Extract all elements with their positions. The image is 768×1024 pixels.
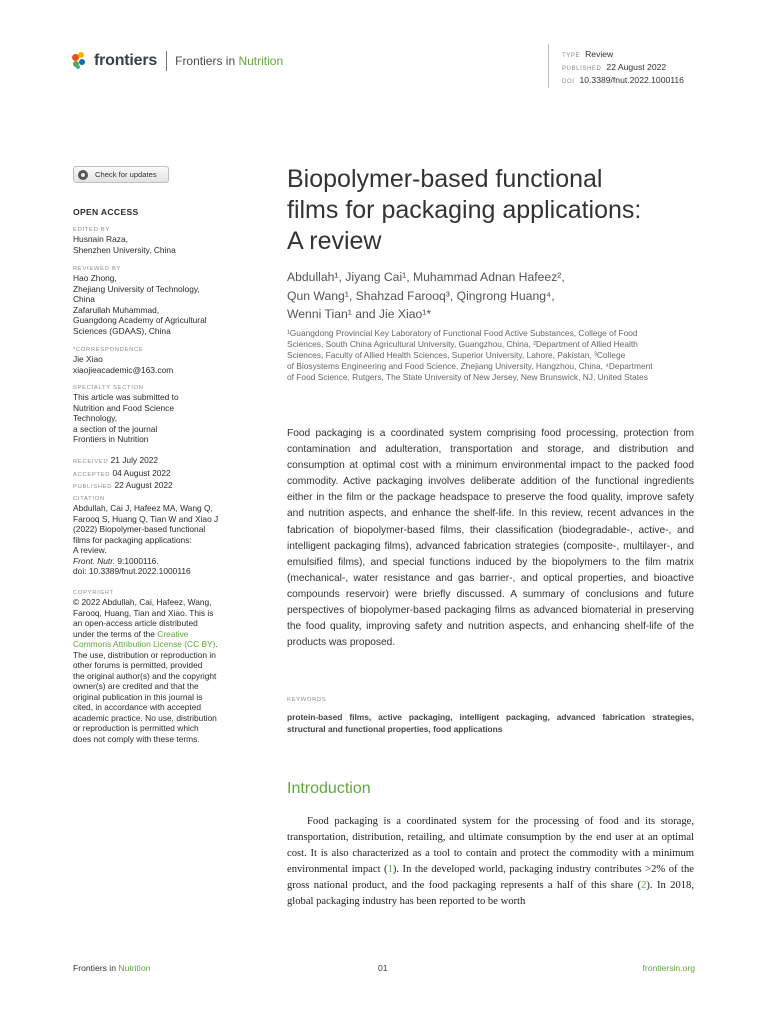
article-type: Review bbox=[585, 49, 614, 59]
brand-name: frontiers bbox=[94, 52, 158, 69]
journal-title: Frontiers in Nutrition bbox=[175, 54, 284, 68]
article-meta: TYPE Review PUBLISHED 22 August 2022 DOI 10.3389/fnut.2022.1000116 bbox=[562, 49, 684, 85]
specialty-section: SPECIALTY SECTION This article was submitted to Nutrition and Food Science Technology, a section of the journal Frontiers in Nutrition bbox=[73, 385, 179, 444]
reference-link-2[interactable]: 2 bbox=[641, 880, 647, 892]
page-number: 01 bbox=[378, 963, 388, 973]
abstract: Food packaging is a coordinated system comprising food processing, protection from contamination and adulteration, transportation and storage, and distribution and consumption at optimal cost with a minimum environmental impact to the packed food commodity. Active packaging involves deliberate addition of the functional ingredients either in the film or the package headspace to preserve the food quality, improve safety and nutrition aspects, and enhance the shelf-life. In this review, recent advances in the fabrication of biopolymer-based films, their classification (biodegradable-, active-, and intelligent packaging films), advanced fabrication strategies (composite-, multilayer-, and emulsified films), and special functions induced by the biopolymers to the film matrix (mechanical-, water resistance and gas barrier-, and optical properties, and bioactive compounds reservoir) were briefly discussed. A summary of conclusions and future perspectives of biopolymer-based packaging films as advanced biomaterial in preserving the food quality, improving safety and nutrition aspects, and enhancing shelf-life of the products was proposed. bbox=[287, 428, 694, 649]
citation-section: CITATION Abdullah, Cai J, Hafeez MA, Wang Q, Farooq S, Huang Q, Tian W and Xiao J (2022) Biopolymer-based functional films for packaging applications: A review. Front. Nutr. 9:1000116. doi: 10.3389/fnut.2022.1000116 bbox=[73, 495, 241, 577]
open-access-label: OPEN ACCESS bbox=[73, 207, 139, 217]
meta-divider bbox=[548, 44, 549, 88]
correspondence-section: *CORRESPONDENCE Jie Xiao xiaojieacademic@163.com bbox=[73, 346, 241, 375]
check-updates-button[interactable]: Check for updates bbox=[73, 166, 169, 183]
license-link[interactable]: Creative bbox=[157, 628, 189, 639]
correspondence-email[interactable]: xiaojieacademic@163.com bbox=[73, 364, 174, 375]
license-link-cont[interactable]: Commons Attribution License (CC BY) bbox=[73, 639, 216, 649]
published-date: 22 August 2022 bbox=[606, 62, 667, 72]
article-title: Biopolymer-based functional films for packaging applications: A review bbox=[287, 165, 642, 255]
journal-header bbox=[72, 50, 283, 72]
article-doi[interactable]: 10.3389/fnut.2022.1000116 bbox=[579, 75, 684, 85]
section-heading-introduction: Introduction bbox=[287, 780, 371, 797]
keywords: protein-based films, active packaging, intelligent packaging, advanced fabrication strategies, structural and functional properties, food applications bbox=[287, 712, 694, 734]
check-updates-icon bbox=[78, 170, 88, 180]
keywords-label: KEYWORDS bbox=[287, 697, 327, 703]
reviewed-by-section: REVIEWED BY Hao Zhong, Zhejiang University of Technology, China Zafarullah Muhammad, Guangdong Academy of Agricultural Sciences (GDAAS), China bbox=[73, 266, 207, 336]
frontiers-logo-icon bbox=[72, 52, 90, 70]
edited-by-section: EDITED BY Husnain Raza, Shenzhen University, China bbox=[73, 227, 176, 255]
copyright-section: COPYRIGHT © 2022 Abdullah, Cai, Hafeez, Wang, Farooq, Huang, Tian and Xiao. This is an open-access article distributed under the terms of the Creative Commons Attribution License (CC BY). The use, distribution or reproduction in other forums is permitted, provided the original author(s) and the copyright owner(s) are credited and that the original publication in this journal is cited, in accordance with accepted academic practice. No use, distribution or reproduction is permitted which does not comply with these terms. bbox=[73, 590, 218, 744]
author-list: Abdullah¹, Jiyang Cai¹, Muhammad Adnan Hafeez², Qun Wang¹, Shahzad Farooq³, Qingrong Huang⁴, Wenni Tian¹ and Jie Xiao¹* bbox=[287, 270, 565, 321]
citation-doi[interactable]: doi: 10.3389/fnut.2022.1000116 bbox=[73, 566, 191, 576]
footer-site-link[interactable]: frontiersin.org bbox=[642, 963, 695, 973]
footer-journal: Frontiers in Nutrition bbox=[73, 963, 151, 973]
dates-section: RECEIVED 21 July 2022 ACCEPTED 04 August 2022 PUBLISHED 22 August 2022 bbox=[73, 455, 173, 490]
affiliations: ¹Guangdong Provincial Key Laboratory of Functional Food Active Substances, College of Food Sciences, South China Agricultural University, Guangzhou, China, ²Department of Allied Health Sciences, Faculty of Allied Health Sciences, Superior University, Lahore, Pakistan, ³College of Biosystems Engineering and Food Science, Zhejiang University, Hangzhou, China, ⁴Department of Food Science, Rutgers, The State University of New Jersey, New Brunswick, NJ, United States bbox=[287, 328, 653, 382]
introduction-paragraph: Food packaging is a coordinated system for the processing of food and its storage, transportation, distribution, retailing, and ultimate consumption by the end user at an optimal cost. It is also characterized as a tool to contain and protect the commodity with a minimum environmental impact (1). In the developed world, packaging industry contributes >2% of the gross national product, and the food packaging represents a half of this share (2). In 2018, global packaging industry has been reported to be worth bbox=[287, 816, 695, 908]
header-divider bbox=[166, 51, 167, 71]
reference-link-1[interactable]: 1 bbox=[387, 864, 393, 876]
